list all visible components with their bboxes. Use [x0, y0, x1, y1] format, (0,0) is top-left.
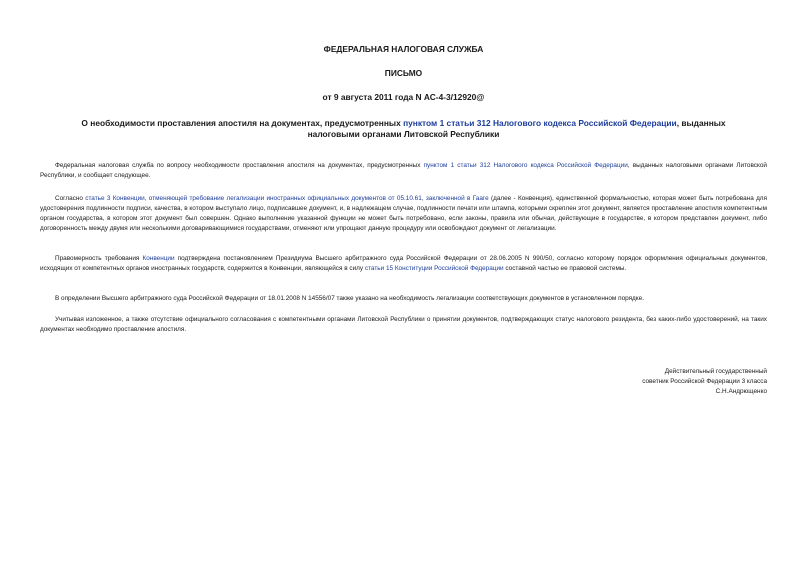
p2-convention-link[interactable]: статье 3 Конвенции, отменяющей требование легализации иностранных официальных документов от 05.10.61, заключенной в Гааге [85, 195, 489, 202]
p1-text-b: , выданных налоговыми органами Литовской Республики, и сообщает следующее. [40, 162, 767, 179]
signatory-name: С.Н.Андрющенко [715, 388, 767, 395]
paragraph-3 [40, 254, 767, 274]
subject-text-after: , выданных налоговыми органами Литовской Республики [307, 118, 726, 139]
p1-tax-code-link[interactable]: пунктом 1 статьи 312 Налогового кодекса Российской Федерации [423, 162, 628, 169]
document-type: ПИСЬМО [384, 68, 423, 78]
p3-text-a: Правомерность требования [55, 255, 143, 262]
signature-title-line-1: Действительный государственный [664, 368, 767, 375]
subject-tax-code-link[interactable]: пунктом 1 статьи 312 Налогового кодекса Российской Федерации [403, 118, 677, 128]
signature-block [642, 367, 767, 397]
paragraph-4: В определении Высшего арбитражного суда Российской Федерации от 18.01.2008 N 14556/07 также указано на необходимость легализации соответствующих документов в установленном порядке. [55, 295, 644, 302]
p3-text-b: подтверждена постановлением Президиума Высшего арбитражного суда Российской Федерации от 28.06.2005 N 990/50, согласно которому порядок оформления официальных документов, исходящих от компетентных органов иностранных государств, содержится в Конвенции, являющейся в силу [40, 255, 767, 272]
paragraph-5: Учитывая изложенное, а также отсутствие официального согласования с компетентными органами Литовской Республики о принятии документов, подтверждающих статус налогового резидента, без каких-либо удостоверений, на таких документах необходимо проставление апостиля. [40, 316, 767, 333]
p3-constitution-link[interactable]: статьи 15 Конституции Российской Федерации [364, 265, 504, 272]
agency-title: ФЕДЕРАЛЬНАЯ НАЛОГОВАЯ СЛУЖБА [323, 44, 484, 54]
document-subject [60, 118, 747, 139]
signature-title-line-2: советник Российской Федерации 3 класса [642, 378, 767, 385]
p1-text-a: Федеральная налоговая служба по вопросу необходимости проставления апостиля на документах, предусмотренных [55, 162, 424, 169]
subject-text-before: О необходимости проставления апостиля на документах, предусмотренных [81, 118, 404, 128]
document-date-number: от 9 августа 2011 года N АС-4-3/12920@ [322, 92, 485, 102]
paragraph-1 [40, 161, 767, 181]
paragraph-2 [40, 194, 767, 234]
p3-text-c: составной частью ее правовой системы. [503, 265, 627, 272]
p2-text-b: (далее - Конвенция), единственной формальностью, которая может быть потребована для удостоверения подлинности подписи, качества, в котором выступало лицо, подписавшее документ, и, в надлежащем случае, подлинности печати или штампа, которыми скреплен этот документ, является проставление апостиля компетентным органом государства, в котором этот документ был совершен. Однако выполнение указанной функции не может быть потребовано, если законы, правила или обычаи, действующие в государстве, в котором представлен документ, либо договоренность между двумя или несколькими договаривающимися государствами, отменяют или упрощают данную процедуру или освобождают документ от легализации. [40, 195, 767, 232]
p3-convention-link[interactable]: Конвенции [142, 255, 175, 262]
p2-text-a: Согласно [55, 195, 86, 202]
